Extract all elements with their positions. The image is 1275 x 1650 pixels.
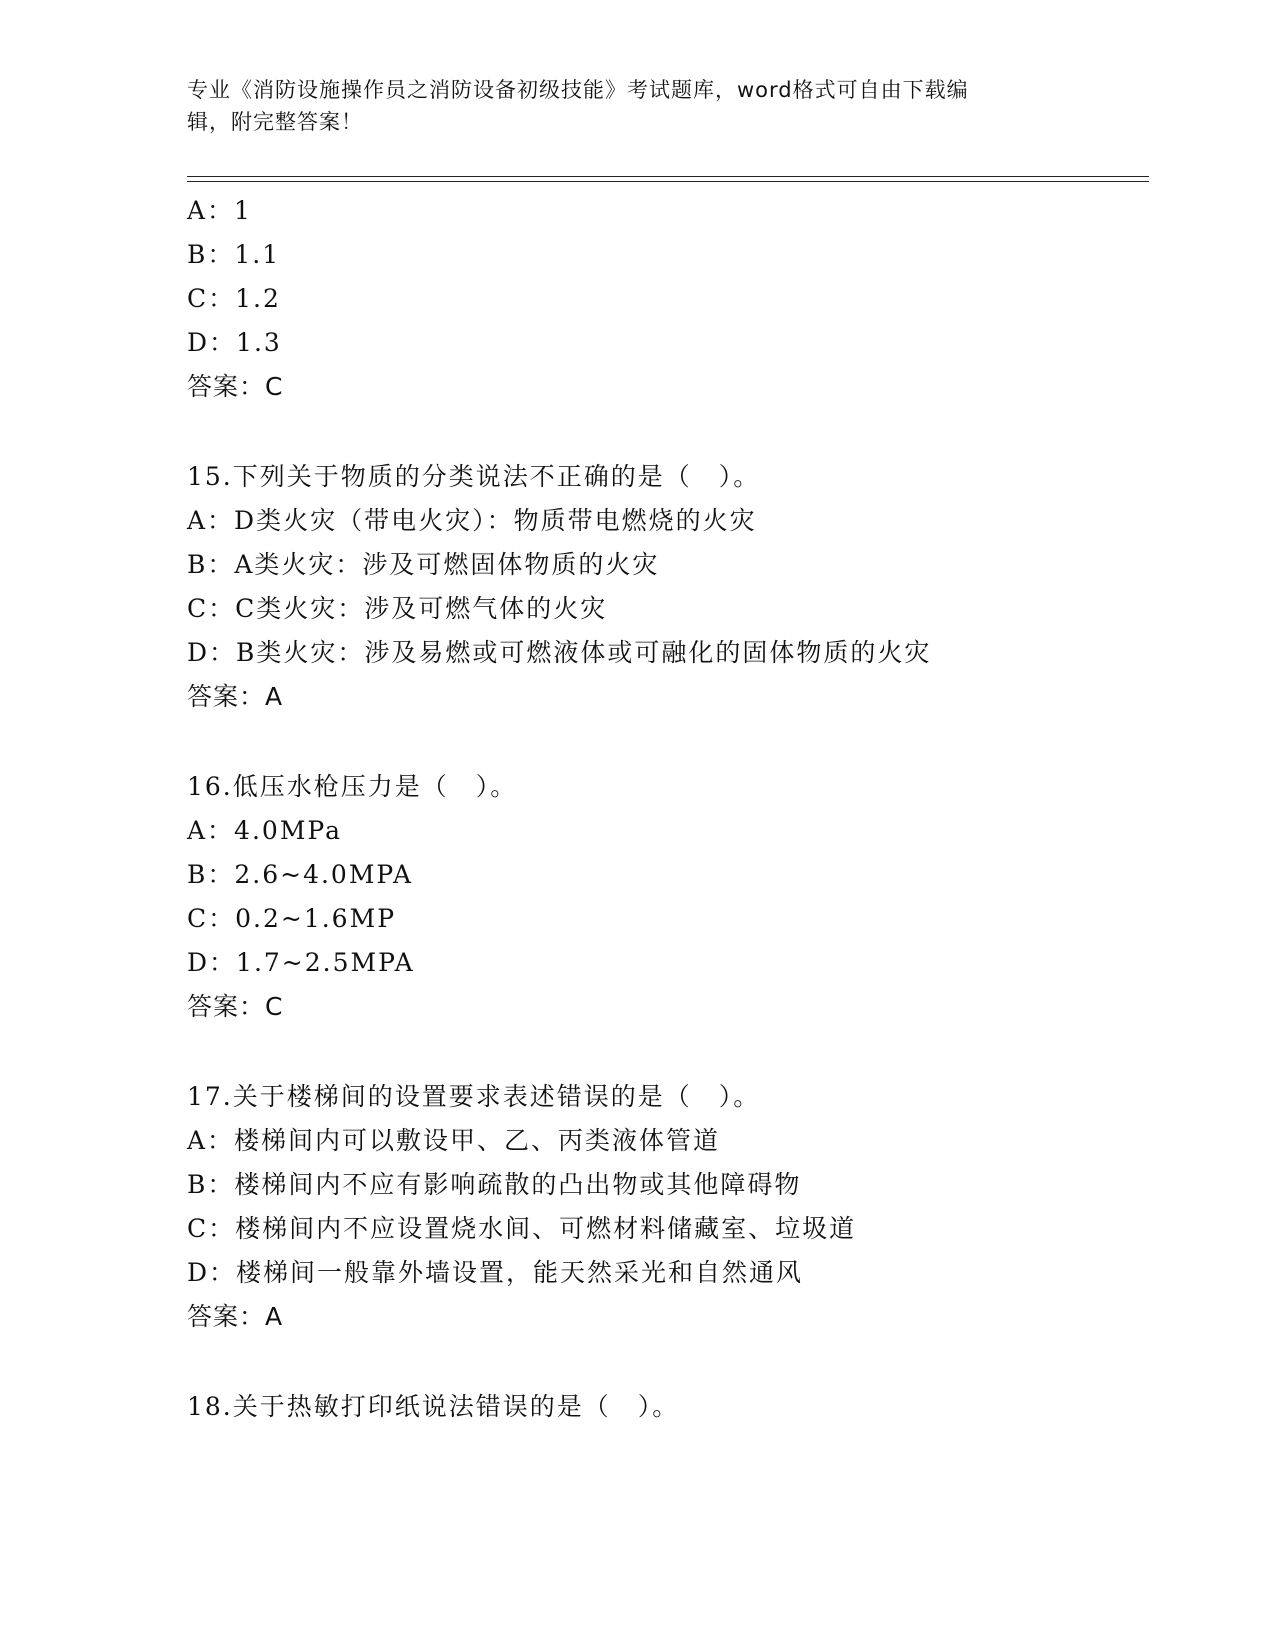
option-d: D：1.7~2.5MPA [187, 948, 415, 977]
option-d: D：1.3 [187, 328, 282, 357]
option-a: A：4.0MPa [187, 816, 343, 845]
option-b: B：楼梯间内不应有影响疏散的凸出物或其他障碍物 [187, 1170, 802, 1199]
answer: 答案：A [187, 682, 284, 711]
option-b: B：A类火灾：涉及可燃固体物质的火灾 [187, 550, 660, 579]
option-c: C：1.2 [187, 284, 281, 313]
option-c: C：楼梯间内不应设置烧水间、可燃材料储藏室、垃圾道 [187, 1214, 857, 1243]
header-line-1: 专业《消防设施操作员之消防设备初级技能》考试题库，word格式可自由下载编 [187, 78, 969, 102]
option-c: C：C类火灾：涉及可燃气体的火灾 [187, 594, 608, 623]
header-divider-bottom [187, 181, 1149, 182]
header-line-2: 辑，附完整答案！ [187, 110, 363, 134]
answer: 答案：A [187, 1302, 284, 1331]
question-stem: 18.关于热敏打印纸说法错误的是（ ）。 [187, 1392, 680, 1421]
option-a: A：1 [187, 196, 252, 225]
option-c: C：0.2~1.6MP [187, 904, 397, 933]
answer: 答案：C [187, 372, 284, 401]
option-d: D：B类火灾：涉及易燃或可燃液体或可融化的固体物质的火灾 [187, 638, 932, 667]
question-stem: 15.下列关于物质的分类说法不正确的是（ ）。 [187, 462, 761, 491]
header-divider-top [187, 176, 1149, 177]
question-stem: 16.低压水枪压力是（ ）。 [187, 772, 518, 801]
question-stem: 17.关于楼梯间的设置要求表述错误的是（ ）。 [187, 1082, 761, 1111]
option-b: B：2.6~4.0MPA [187, 860, 414, 889]
option-b: B：1.1 [187, 240, 281, 269]
document-header [187, 74, 1067, 138]
option-a: A：楼梯间内可以敷设甲、乙、丙类液体管道 [187, 1126, 721, 1155]
option-a: A：D类火灾（带电火灾）：物质带电燃烧的火灾 [187, 506, 757, 535]
option-d: D：楼梯间一般靠外墙设置，能天然采光和自然通风 [187, 1258, 804, 1287]
answer: 答案：C [187, 992, 284, 1021]
